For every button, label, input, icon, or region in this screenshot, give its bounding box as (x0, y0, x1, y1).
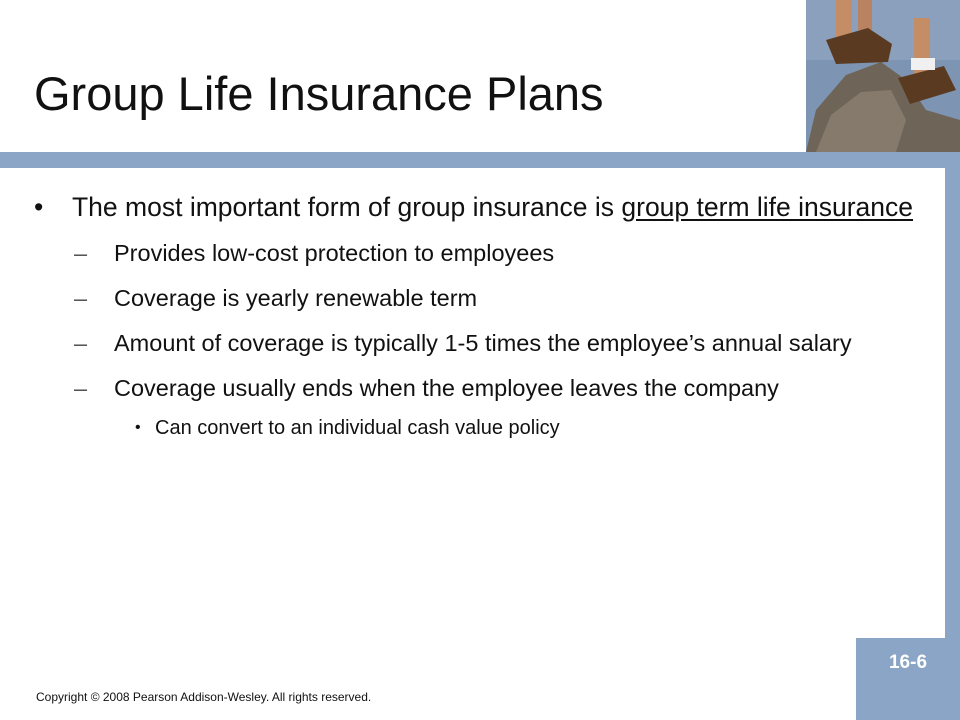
right-accent-bar (945, 152, 960, 720)
sub-bullet (34, 329, 934, 358)
main-bullet-underlined-text: group term life insurance (621, 192, 914, 222)
sub-sub-bullet-text: Can convert to an individual cash value policy (155, 417, 560, 439)
dash-icon: – (74, 285, 88, 311)
sub-bullet (34, 284, 934, 313)
header-divider-bar (0, 152, 960, 168)
main-bullet-text: The most important form of group insurance is (72, 192, 622, 222)
slide-number-badge (856, 638, 960, 720)
sub-bullet-text: Amount of coverage is typically 1-5 times the employee’s annual salary (114, 330, 852, 356)
sub-sub-bullet (34, 415, 934, 441)
dash-icon: – (74, 330, 88, 356)
bullet-icon: • (34, 192, 44, 222)
sub-bullet-text: Coverage is yearly renewable term (114, 285, 478, 311)
slide-number: 16-6 (888, 652, 928, 673)
sub-bullet-text: Provides low-cost protection to employees (114, 240, 555, 266)
sub-bullet (34, 374, 934, 403)
dash-icon: – (74, 240, 88, 266)
dash-icon: – (74, 375, 88, 401)
sub-bullet (34, 239, 934, 268)
copyright-notice: Copyright © 2008 Pearson Addison-Wesley. All rights reserved. (36, 690, 372, 704)
slide-title: Group Life Insurance Plans (34, 67, 604, 120)
sub-bullet-text: Coverage usually ends when the employee leaves the company (114, 375, 779, 401)
bullet-icon: • (135, 419, 141, 436)
hiker-photo (806, 0, 960, 152)
main-bullet (34, 190, 934, 225)
hiker-image (806, 0, 960, 152)
slide-body (34, 190, 934, 441)
